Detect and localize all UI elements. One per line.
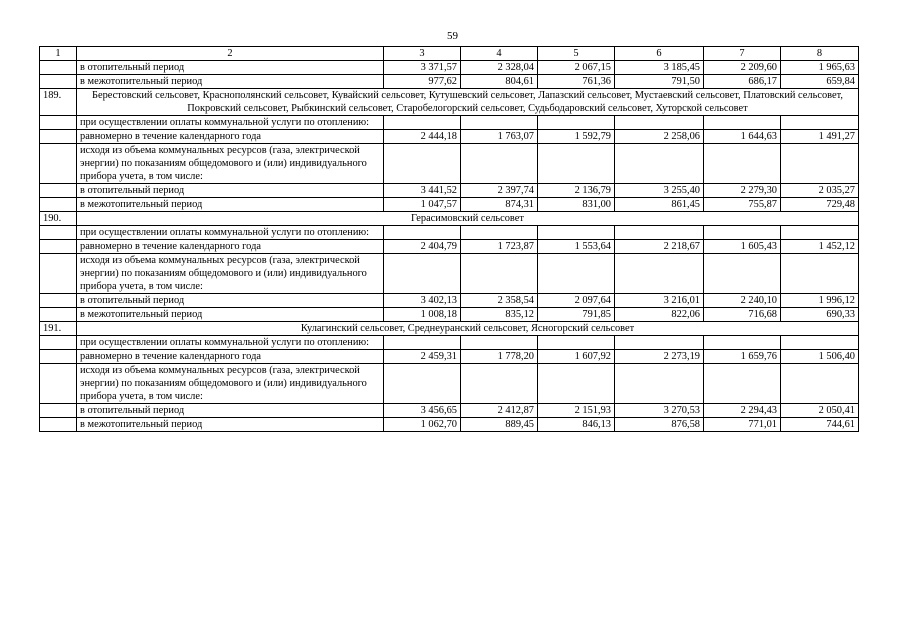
value-cell <box>461 364 538 404</box>
value-cell: 1 592,79 <box>538 130 615 144</box>
value-cell <box>615 144 704 184</box>
value-cell: 3 371,57 <box>384 61 461 75</box>
value-cell: 744,61 <box>781 418 859 432</box>
value-cell: 2 240,10 <box>704 294 781 308</box>
row-label: в отопительный период <box>77 294 384 308</box>
value-cell <box>384 116 461 130</box>
header-cell: 7 <box>704 47 781 61</box>
value-cell: 1 553,64 <box>538 240 615 254</box>
section-number: 190. <box>40 212 77 226</box>
index-cell <box>40 75 77 89</box>
value-cell <box>461 254 538 294</box>
value-cell <box>704 254 781 294</box>
value-cell <box>704 336 781 350</box>
value-cell: 771,01 <box>704 418 781 432</box>
value-cell <box>704 226 781 240</box>
value-cell: 2 218,67 <box>615 240 704 254</box>
table-row <box>40 308 859 322</box>
value-cell <box>538 144 615 184</box>
index-cell <box>40 184 77 198</box>
section-header-row <box>40 212 859 226</box>
value-cell: 716,68 <box>704 308 781 322</box>
value-cell: 835,12 <box>461 308 538 322</box>
value-cell <box>461 226 538 240</box>
section-header-row <box>40 322 859 336</box>
value-cell: 977,62 <box>384 75 461 89</box>
value-cell: 1 723,87 <box>461 240 538 254</box>
value-cell <box>384 254 461 294</box>
header-cell: 8 <box>781 47 859 61</box>
value-cell: 1 659,76 <box>704 350 781 364</box>
value-cell <box>538 116 615 130</box>
value-cell: 1 605,43 <box>704 240 781 254</box>
row-label: в межотопительный период <box>77 308 384 322</box>
header-cell: 1 <box>40 47 77 61</box>
header-cell: 5 <box>538 47 615 61</box>
table-body <box>40 47 859 432</box>
value-cell <box>538 364 615 404</box>
value-cell: 846,13 <box>538 418 615 432</box>
value-cell: 2 444,18 <box>384 130 461 144</box>
value-cell: 874,31 <box>461 198 538 212</box>
index-cell <box>40 61 77 75</box>
value-cell <box>615 226 704 240</box>
row-label: равномерно в течение календарного года <box>77 350 384 364</box>
table-row <box>40 198 859 212</box>
value-cell: 791,85 <box>538 308 615 322</box>
index-cell <box>40 240 77 254</box>
value-cell: 3 185,45 <box>615 61 704 75</box>
table-row <box>40 404 859 418</box>
section-number: 189. <box>40 89 77 116</box>
section-number: 191. <box>40 322 77 336</box>
table-row <box>40 61 859 75</box>
table-row <box>40 418 859 432</box>
value-cell <box>384 144 461 184</box>
value-cell: 1 506,40 <box>781 350 859 364</box>
row-label: равномерно в течение календарного года <box>77 240 384 254</box>
header-cell: 6 <box>615 47 704 61</box>
index-cell <box>40 130 77 144</box>
value-cell <box>384 226 461 240</box>
value-cell <box>615 364 704 404</box>
table-row <box>40 130 859 144</box>
table-row <box>40 75 859 89</box>
row-label: в отопительный период <box>77 404 384 418</box>
table-row <box>40 226 859 240</box>
value-cell <box>538 336 615 350</box>
value-cell: 861,45 <box>615 198 704 212</box>
value-cell: 1 763,07 <box>461 130 538 144</box>
value-cell: 2 328,04 <box>461 61 538 75</box>
table-row <box>40 184 859 198</box>
value-cell <box>461 336 538 350</box>
header-row <box>40 47 859 61</box>
row-label: в отопительный период <box>77 184 384 198</box>
value-cell: 2 397,74 <box>461 184 538 198</box>
table-row <box>40 144 859 184</box>
value-cell <box>781 364 859 404</box>
value-cell: 2 067,15 <box>538 61 615 75</box>
page-number: 59 <box>447 30 458 42</box>
value-cell: 791,50 <box>615 75 704 89</box>
value-cell <box>615 336 704 350</box>
value-cell: 804,61 <box>461 75 538 89</box>
value-cell: 2 258,06 <box>615 130 704 144</box>
value-cell: 822,06 <box>615 308 704 322</box>
value-cell: 690,33 <box>781 308 859 322</box>
row-label: при осуществлении оплаты коммунальной услуги по отоплению: <box>77 116 384 130</box>
value-cell: 3 402,13 <box>384 294 461 308</box>
index-cell <box>40 364 77 404</box>
value-cell: 889,45 <box>461 418 538 432</box>
value-cell: 1 047,57 <box>384 198 461 212</box>
value-cell: 1 491,27 <box>781 130 859 144</box>
row-label: в межотопительный период <box>77 418 384 432</box>
value-cell: 3 456,65 <box>384 404 461 418</box>
value-cell: 2 151,93 <box>538 404 615 418</box>
index-cell <box>40 418 77 432</box>
value-cell: 761,36 <box>538 75 615 89</box>
value-cell <box>384 336 461 350</box>
value-cell: 2 294,43 <box>704 404 781 418</box>
value-cell: 686,17 <box>704 75 781 89</box>
value-cell: 1 644,63 <box>704 130 781 144</box>
value-cell: 1 996,12 <box>781 294 859 308</box>
value-cell <box>704 364 781 404</box>
value-cell <box>781 226 859 240</box>
index-cell <box>40 254 77 294</box>
section-region: Кулагинский сельсовет, Среднеуранский сельсовет, Ясногорский сельсовет <box>77 322 859 336</box>
table-row <box>40 336 859 350</box>
value-cell <box>781 254 859 294</box>
value-cell: 2 035,27 <box>781 184 859 198</box>
index-cell <box>40 198 77 212</box>
row-label: исходя из объема коммунальных ресурсов (газа, электрической энергии) по показаниям общедомового и (или) индивидуального прибора учета, в том числе: <box>77 144 384 184</box>
value-cell: 3 441,52 <box>384 184 461 198</box>
value-cell <box>781 144 859 184</box>
row-label: в межотопительный период <box>77 198 384 212</box>
index-cell <box>40 308 77 322</box>
index-cell <box>40 116 77 130</box>
value-cell: 2 097,64 <box>538 294 615 308</box>
section-header-row <box>40 89 859 116</box>
value-cell: 2 404,79 <box>384 240 461 254</box>
value-cell <box>781 336 859 350</box>
table-row <box>40 116 859 130</box>
section-region: Берестовский сельсовет, Краснополянский сельсовет, Кувайский сельсовет, Кутушевский сельсовет, Лапазский сельсовет, Мустаевский сельсовет, Платовский сельсовет, Покровский сельсовет, Рыбкинский сельсовет, Старобелогорский сельсовет, Судьбодаровский сельсовет, Хуторской сельсовет <box>77 89 859 116</box>
value-cell: 2 459,31 <box>384 350 461 364</box>
row-label: равномерно в течение календарного года <box>77 130 384 144</box>
value-cell: 729,48 <box>781 198 859 212</box>
row-label: исходя из объема коммунальных ресурсов (газа, электрической энергии) по показаниям общедомового и (или) индивидуального прибора учета, в том числе: <box>77 364 384 404</box>
header-cell: 3 <box>384 47 461 61</box>
row-label: в межотопительный период <box>77 75 384 89</box>
row-label: в отопительный период <box>77 61 384 75</box>
value-cell: 2 358,54 <box>461 294 538 308</box>
index-cell <box>40 144 77 184</box>
table-row <box>40 240 859 254</box>
value-cell: 1 062,70 <box>384 418 461 432</box>
value-cell <box>538 226 615 240</box>
value-cell: 2 273,19 <box>615 350 704 364</box>
index-cell <box>40 226 77 240</box>
value-cell: 3 216,01 <box>615 294 704 308</box>
tariff-table <box>39 46 859 432</box>
value-cell: 2 209,60 <box>704 61 781 75</box>
value-cell <box>538 254 615 294</box>
value-cell: 1 008,18 <box>384 308 461 322</box>
index-cell <box>40 404 77 418</box>
index-cell <box>40 336 77 350</box>
value-cell <box>384 364 461 404</box>
value-cell: 1 778,20 <box>461 350 538 364</box>
value-cell <box>704 144 781 184</box>
index-cell <box>40 350 77 364</box>
table-row <box>40 364 859 404</box>
value-cell: 2 279,30 <box>704 184 781 198</box>
value-cell: 2 136,79 <box>538 184 615 198</box>
value-cell: 3 270,53 <box>615 404 704 418</box>
value-cell: 876,58 <box>615 418 704 432</box>
value-cell <box>461 144 538 184</box>
value-cell: 2 050,41 <box>781 404 859 418</box>
value-cell: 755,87 <box>704 198 781 212</box>
value-cell: 831,00 <box>538 198 615 212</box>
header-cell: 2 <box>77 47 384 61</box>
value-cell: 1 452,12 <box>781 240 859 254</box>
row-label: исходя из объема коммунальных ресурсов (газа, электрической энергии) по показаниям общедомового и (или) индивидуального прибора учета, в том числе: <box>77 254 384 294</box>
header-cell: 4 <box>461 47 538 61</box>
section-region: Герасимовский сельсовет <box>77 212 859 226</box>
value-cell: 1 965,63 <box>781 61 859 75</box>
table-row <box>40 350 859 364</box>
table-row <box>40 294 859 308</box>
value-cell <box>461 116 538 130</box>
index-cell <box>40 294 77 308</box>
row-label: при осуществлении оплаты коммунальной услуги по отоплению: <box>77 336 384 350</box>
value-cell: 2 412,87 <box>461 404 538 418</box>
value-cell: 3 255,40 <box>615 184 704 198</box>
value-cell <box>615 254 704 294</box>
value-cell: 659,84 <box>781 75 859 89</box>
value-cell <box>704 116 781 130</box>
value-cell: 1 607,92 <box>538 350 615 364</box>
value-cell <box>781 116 859 130</box>
table-row <box>40 254 859 294</box>
row-label: при осуществлении оплаты коммунальной услуги по отоплению: <box>77 226 384 240</box>
value-cell <box>615 116 704 130</box>
